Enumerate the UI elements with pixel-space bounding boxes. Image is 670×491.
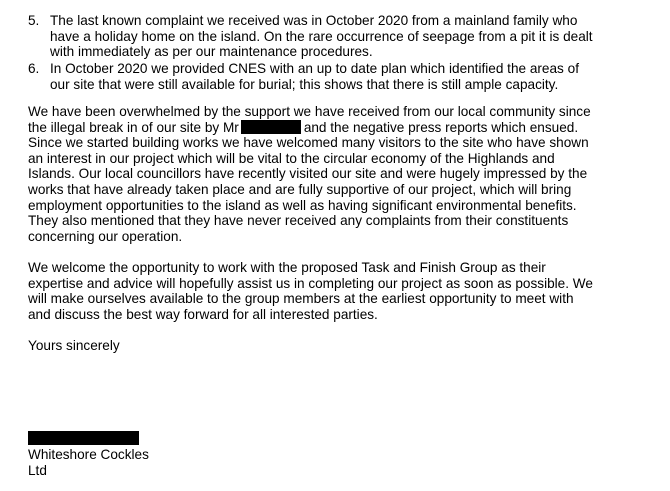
company-name-line: Whiteshore Cockles (28, 447, 149, 462)
signature-redaction-bar (28, 431, 139, 445)
paragraph-community-support (28, 104, 658, 244)
text-line: Since we started building works we have welcomed many visitors to the site who have shown (28, 135, 589, 151)
redaction-bar (241, 120, 301, 134)
text-line: an interest in our project which will be vital to the circular economy of the Highlands and (28, 150, 555, 166)
text-line: They also mentioned that they have never received any complaints from their constituents (28, 213, 569, 229)
text-line: concerning our operation. (28, 228, 183, 244)
text-line: expertise and advice will hopefully assist us in completing our project as soon as possible. We (28, 275, 593, 291)
text-line: our site that were still available for burial; this shows that there is still ample capacity. (50, 76, 559, 92)
text-line: The last known complaint we received was in October 2020 from a mainland family who (50, 13, 578, 28)
paragraph-task-group (28, 260, 658, 322)
text-segment: and the negative press reports which ensued. (303, 119, 579, 135)
text-line-with-redaction (28, 120, 658, 136)
text-line: works that have already taken place and are fully supportive of our project, which will bring (28, 181, 572, 197)
text-line: We welcome the opportunity to work with the proposed Task and Finish Group as their (28, 260, 546, 275)
text-line: with immediately as per our maintenance procedures. (50, 44, 373, 60)
closing-text: Yours sincerely (28, 338, 120, 353)
list-item-text (50, 13, 660, 60)
text-line: will make ourselves available to the group members at the earliest opportunity to meet with (28, 291, 574, 307)
text-line: Islands. Our local councillors have recently visited our site and were hugely impressed by the (28, 166, 588, 182)
closing (28, 338, 658, 354)
text-line: employment opportunities to the island as well as having significant environmental benefits. (28, 197, 577, 213)
text-segment: the illegal break in of our site by Mr (28, 119, 239, 135)
company-name-line: Ltd (28, 462, 47, 478)
signature-company (28, 447, 658, 478)
text-line: We have been overwhelmed by the support we have received from our local community since (28, 104, 591, 119)
text-line: In October 2020 we provided CNES with an up to date plan which identified the areas of (50, 61, 579, 76)
list-number: 6. (28, 61, 40, 76)
text-line: and discuss the best way forward for all interested parties. (28, 306, 378, 322)
list-number: 5. (28, 13, 40, 28)
list-item-text (50, 61, 660, 92)
text-line: have a holiday home on the island. On the rare occurrence of seepage from a pit it is dealt (50, 28, 593, 44)
